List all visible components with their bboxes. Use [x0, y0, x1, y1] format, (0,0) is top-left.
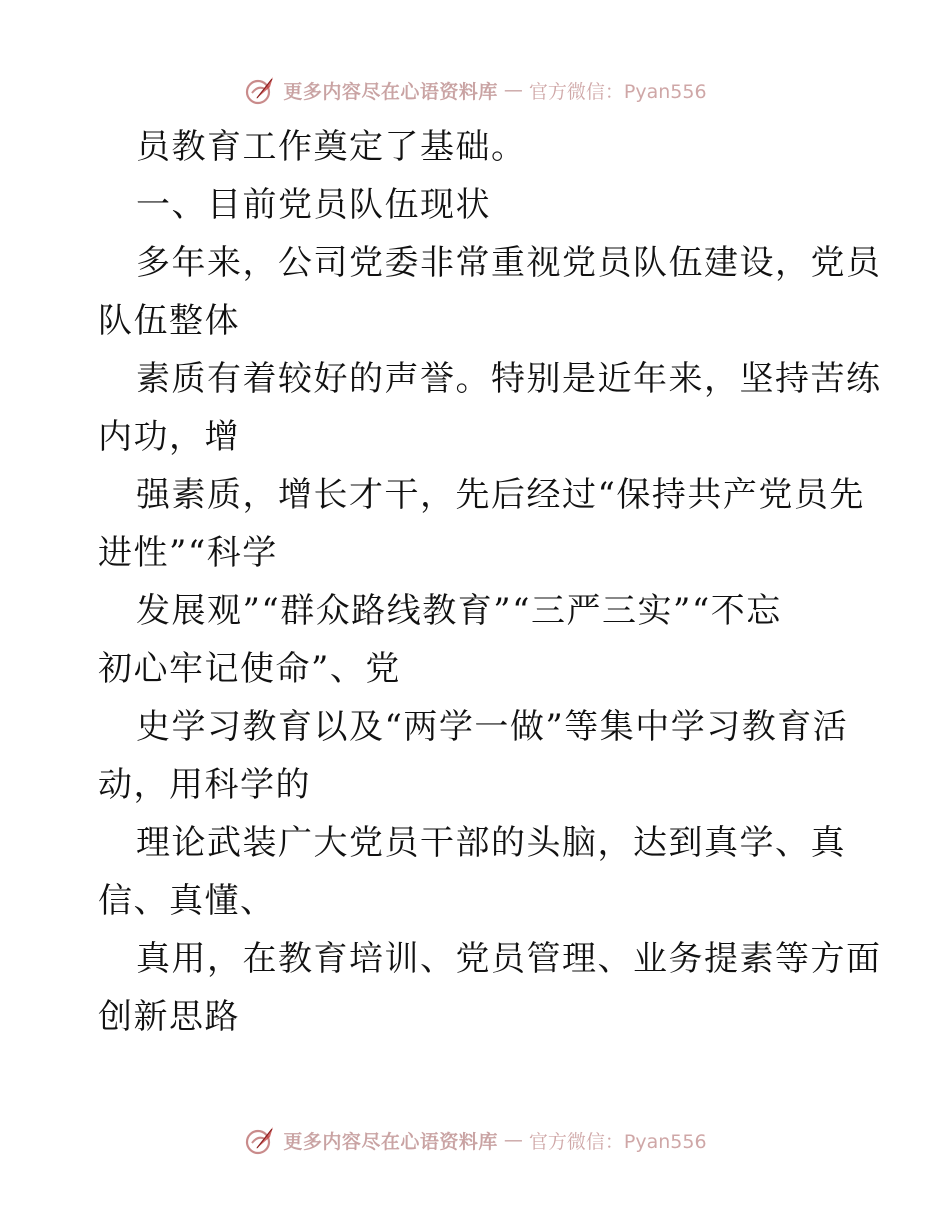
body-line: 动，用科学的 [98, 765, 311, 805]
body-line: 素质有着较好的声誉。特别是近年来，坚持苦练 [136, 359, 882, 399]
footer-separator: — [503, 1129, 523, 1151]
body-line: 真用，在教育培训、党员管理、业务提素等方面 [136, 939, 882, 979]
footer-site-text: 更多内容尽在心语资料库 [283, 1130, 498, 1153]
body-line: 员教育工作奠定了基础。 [136, 127, 527, 167]
header-wechat-text: 官方微信：Pyan556 [528, 80, 707, 103]
body-line: 初心牢记使命”、党 [98, 649, 401, 689]
footer-wechat-text: 官方微信：Pyan556 [528, 1130, 707, 1153]
document-body [98, 118, 882, 1046]
quill-logo-icon [243, 1123, 277, 1157]
body-line: 多年来，公司党委非常重视党员队伍建设，党员 [136, 243, 882, 283]
body-line: 进性”“科学 [98, 533, 278, 573]
body-line: 信、真懂、 [98, 881, 276, 921]
body-line: 理论武装广大党员干部的头脑，达到真学、真 [136, 823, 846, 863]
header-watermark-banner [0, 70, 950, 110]
header-site-text: 更多内容尽在心语资料库 [283, 80, 498, 103]
body-line: 内功，增 [98, 417, 240, 457]
body-line: 强素质，增长才干，先后经过“保持共产党员先 [136, 475, 865, 515]
body-line: 创新思路 [98, 997, 240, 1037]
body-line: 发展观”“群众路线教育”“三严三实”“不忘 [136, 591, 782, 631]
body-line: 史学习教育以及“两学一做”等集中学习教育活 [136, 707, 849, 747]
footer-watermark-banner [0, 1120, 950, 1160]
quill-logo-icon [243, 73, 277, 107]
body-line: 队伍整体 [98, 301, 240, 341]
header-separator: — [503, 79, 523, 101]
section-heading: 一、目前党员队伍现状 [136, 185, 491, 225]
